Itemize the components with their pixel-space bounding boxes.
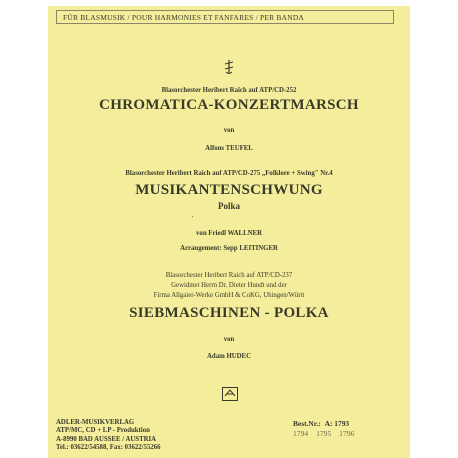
piece2-recording: Blasorchester Heribert Raich auf ATP/CD-275 „Folklore + Swing" Nr.4 bbox=[125, 170, 333, 177]
catalog-variants: 1794 1795 1796 bbox=[293, 429, 355, 438]
catalog-info bbox=[293, 419, 354, 439]
piece3-title: SIEBMASCHINEN - POLKA bbox=[129, 305, 329, 321]
piece3-dedication-1: Gewidmet Herrn Dr. Dieter Hundt und der bbox=[171, 282, 287, 289]
catalog-label: Best.Nr.: bbox=[293, 419, 321, 428]
music-mark-icon bbox=[220, 58, 238, 76]
publisher-logo-icon bbox=[222, 387, 238, 401]
piece1-recording: Blasorchester Heribert Raich auf ATP/CD-252 bbox=[161, 87, 297, 94]
piece3-composer: Adam HUDEC bbox=[207, 353, 251, 360]
accent-mark: ´ bbox=[191, 215, 194, 224]
piece2-genre: Polka bbox=[217, 201, 240, 211]
publisher-phone: Tel.: 03622/54588, Fax: 03622/55266 bbox=[56, 444, 161, 452]
sheet-music-cover bbox=[48, 6, 410, 458]
catalog-number: A: 1793 bbox=[324, 419, 350, 428]
piece3-recording: Blasorchester Heribert Raich auf ATP/CD-237 bbox=[165, 272, 293, 279]
piece2-title: MUSIKANTENSCHWUNG bbox=[135, 182, 323, 198]
publisher-name: ADLER-MUSIKVERLAG bbox=[56, 419, 135, 426]
banner-text: FÜR BLASMUSIK / POUR HARMONIES ET FANFARES / PER BANDA bbox=[63, 12, 305, 22]
publisher-production: ATP/MC, CD + LP - Produktion bbox=[56, 427, 150, 435]
piece2-arrangement: Arrangement: Sepp LEITINGER bbox=[180, 245, 278, 252]
piece1-title: CHROMATICA-KONZERTMARSCH bbox=[99, 97, 359, 113]
instrumentation-banner bbox=[56, 10, 394, 24]
publisher-address: A-8990 BAD AUSSEE / AUSTRIA bbox=[56, 435, 157, 443]
piece1-composer: Alfons TEUFEL bbox=[205, 145, 253, 152]
piece1-by: von bbox=[223, 127, 235, 134]
piece3-dedication-2: Firma Allgaier-Werke GmbH & CoKG, Uhingen/Württ bbox=[153, 292, 305, 299]
piece2-composer: von Friedl WALLNER bbox=[196, 230, 262, 237]
publisher-info bbox=[56, 419, 161, 453]
piece3-by: von bbox=[223, 336, 235, 343]
